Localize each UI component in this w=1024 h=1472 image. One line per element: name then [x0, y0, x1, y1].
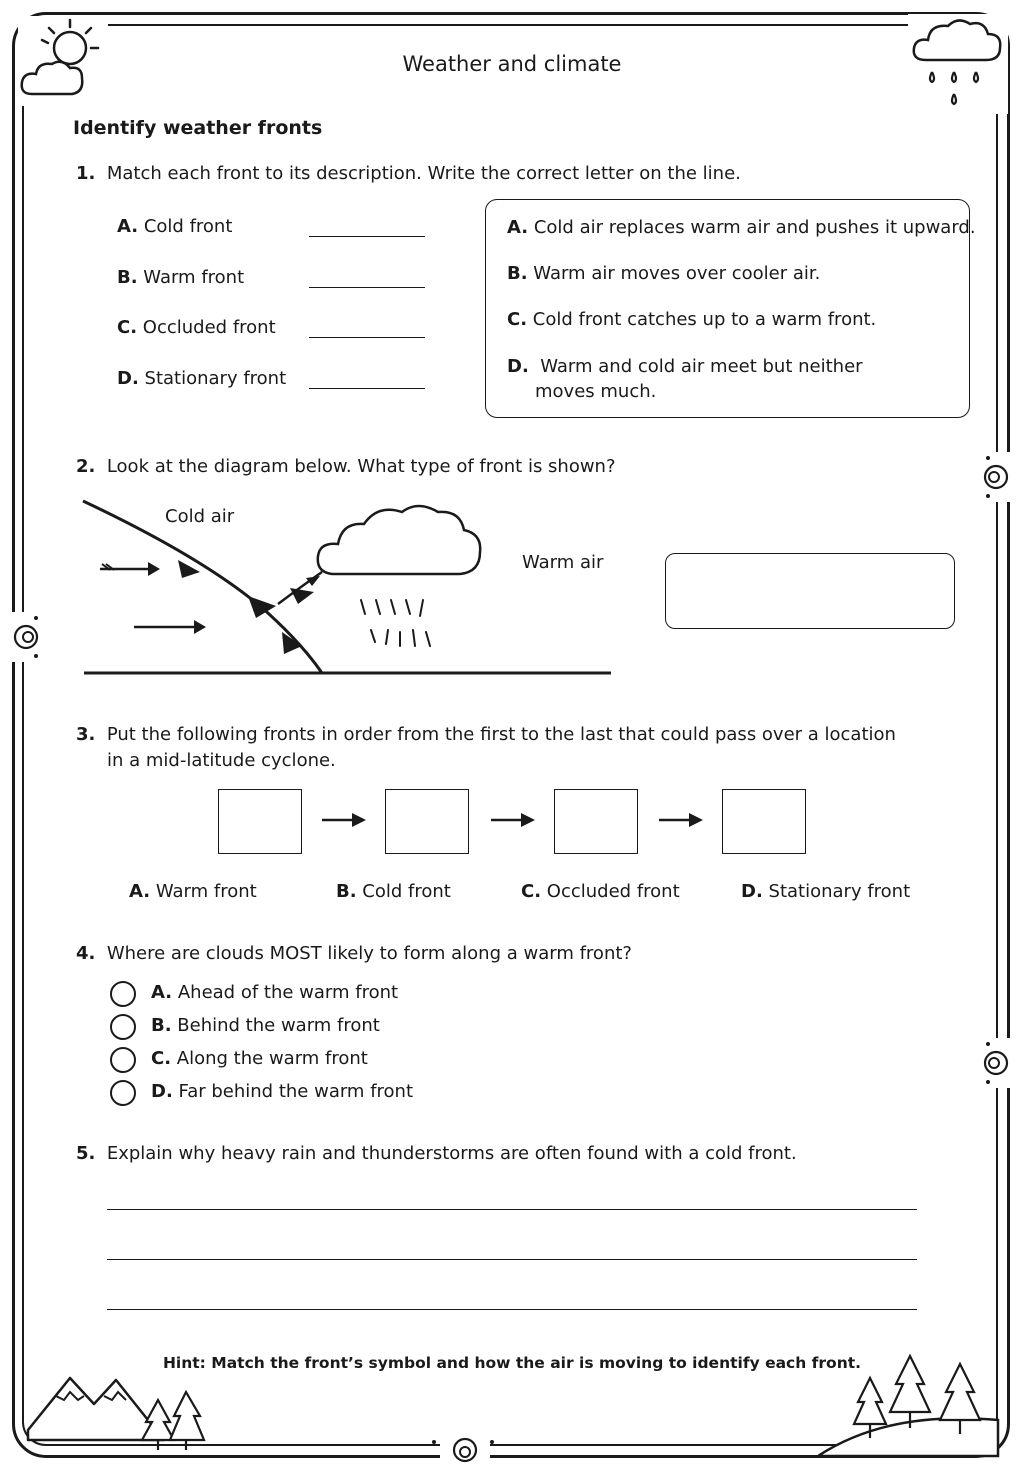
q4-radio-b[interactable]: [110, 1014, 136, 1040]
spiral-ornament-icon: [420, 1430, 510, 1466]
spiral-ornament-icon: [6, 612, 46, 662]
q1-answer-line-c[interactable]: [309, 337, 425, 338]
worksheet-title: Weather and climate: [402, 52, 622, 76]
right-arrow-icon: [489, 810, 537, 830]
q3-prompt-line2: in a mid-latitude cyclone.: [107, 750, 336, 771]
q3-option-c: C. Occluded front: [521, 881, 680, 902]
q1-number: 1.: [76, 163, 96, 184]
q4-radio-c[interactable]: [110, 1047, 136, 1073]
q4-choice-c: C. Along the warm front: [151, 1048, 368, 1069]
q4-prompt: 4. Where are clouds MOST likely to form along a warm front?: [76, 943, 632, 964]
q2-answer-box[interactable]: [665, 553, 955, 629]
q5-answer-line-2[interactable]: [107, 1259, 917, 1260]
q1-description-b: B. Warm air moves over cooler air.: [507, 263, 821, 284]
q1-prompt: [76, 163, 741, 184]
q1-description-d: D. Warm and cold air meet but neither: [507, 356, 863, 377]
right-arrow-icon: [657, 810, 705, 830]
q4-choice-d: D. Far behind the warm front: [151, 1081, 414, 1102]
q1-description-a: A. Cold air replaces warm air and pushes it upward.: [507, 217, 976, 238]
q1-description-c: C. Cold front catches up to a warm front.: [507, 309, 877, 330]
q3-option-b: B. Cold front: [336, 881, 451, 902]
right-arrow-icon: [320, 810, 368, 830]
mountains-trees-icon: [24, 1370, 214, 1458]
q3-option-d: D. Stationary front: [741, 881, 911, 902]
hint-text: Hint: Match the front’s symbol and how the air is moving to identify each front.: [162, 1354, 862, 1372]
q1-front-a: A. Cold front: [117, 216, 233, 237]
q3-option-a: A. Warm front: [129, 881, 257, 902]
q5-answer-line-3[interactable]: [107, 1309, 917, 1310]
q1-front-b: B. Warm front: [117, 267, 245, 288]
q5-answer-line-1[interactable]: [107, 1209, 917, 1210]
q1-front-c: C. Occluded front: [117, 317, 276, 338]
q2-prompt: 2. Look at the diagram below. What type of front is shown?: [76, 456, 616, 477]
q1-answer-line-d[interactable]: [309, 388, 425, 389]
cold-front-diagram: [80, 496, 620, 682]
q1-front-d: D. Stationary front: [117, 368, 287, 389]
cold-air-label: Cold air: [165, 506, 235, 527]
q1-answer-line-b[interactable]: [309, 287, 425, 288]
q3-order-box-2[interactable]: [385, 789, 469, 854]
section-title: Identify weather fronts: [73, 117, 323, 139]
warm-air-label: Warm air: [522, 552, 604, 573]
q4-choice-a: A. Ahead of the warm front: [151, 982, 399, 1003]
q3-order-box-4[interactable]: [722, 789, 806, 854]
q4-radio-a[interactable]: [110, 981, 136, 1007]
q3-order-box-3[interactable]: [554, 789, 638, 854]
spiral-ornament-icon: [976, 452, 1016, 502]
q1-answer-line-a[interactable]: [309, 236, 425, 237]
q3-prompt: 3. Put the following fronts in order from the first to the last that could pass over a location: [76, 724, 896, 745]
spiral-ornament-icon: [976, 1038, 1016, 1088]
q4-radio-d[interactable]: [110, 1080, 136, 1106]
q3-order-box-1[interactable]: [218, 789, 302, 854]
q1-prompt-text: Match each front to its description. Write the correct letter on the line.: [106, 163, 741, 184]
q1-description-d-line2: moves much.: [535, 381, 657, 402]
q4-choice-b: B. Behind the warm front: [151, 1015, 380, 1036]
q5-prompt: 5. Explain why heavy rain and thunderstorms are often found with a cold front.: [76, 1143, 797, 1164]
